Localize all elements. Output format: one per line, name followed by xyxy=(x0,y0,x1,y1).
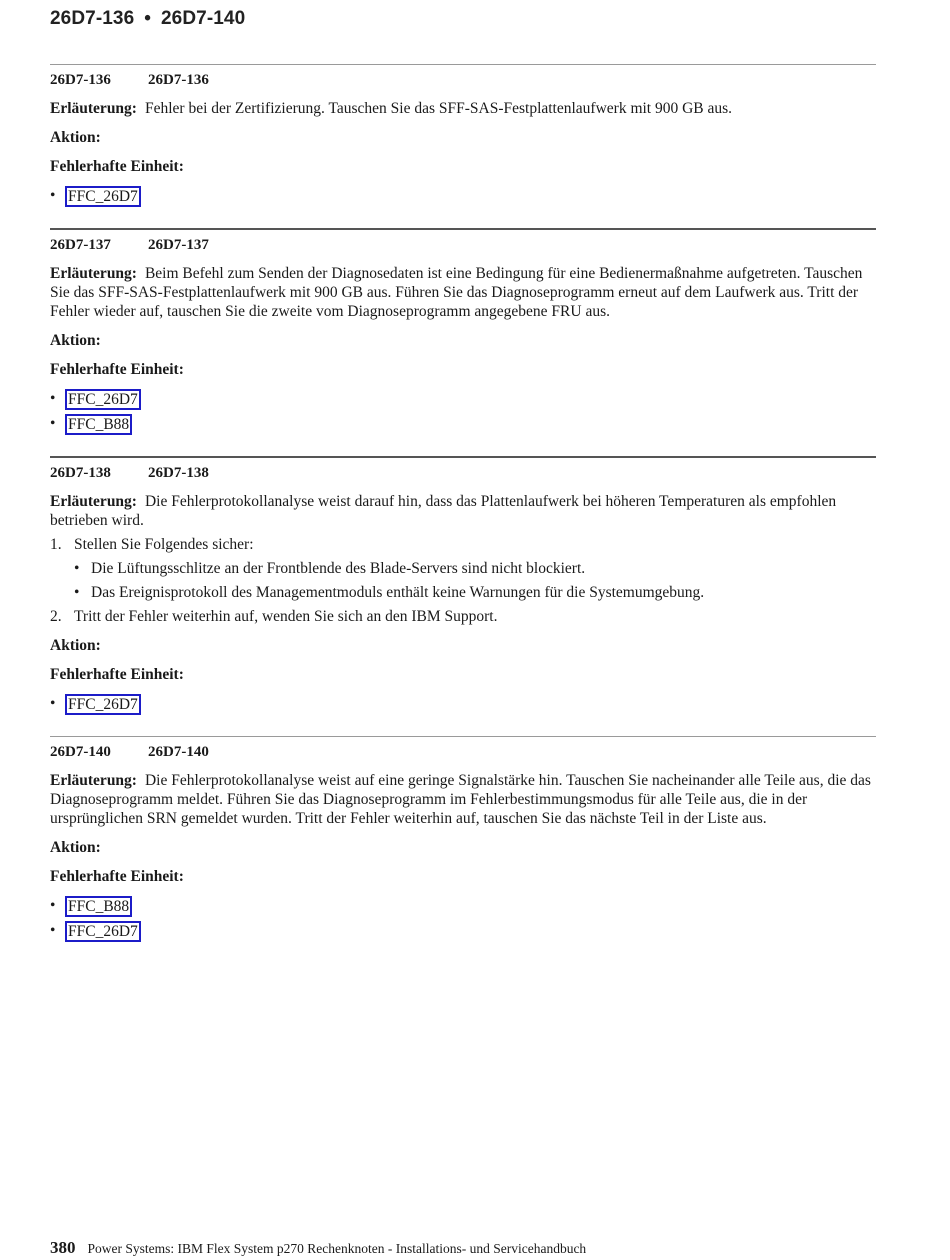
failing-unit-label: Fehlerhafte Einheit: xyxy=(50,158,184,175)
subitem-text: Die Lüftungsschlitze an der Frontblende des Blade-Servers sind nicht blockiert. xyxy=(91,560,586,577)
entry-name: 26D7-140 xyxy=(148,744,209,760)
document-body xyxy=(50,64,876,963)
book-title: Power Systems: IBM Flex System p270 Rechenknoten - Installations- und Servicehandbuch xyxy=(87,1241,587,1256)
bullet-marker: • xyxy=(50,390,56,407)
entry-code: 26D7-138 xyxy=(50,465,111,481)
bullet-marker: • xyxy=(50,897,56,914)
subitem xyxy=(74,559,876,578)
entry-heading xyxy=(50,237,876,253)
subitem xyxy=(74,583,876,602)
fru-link[interactable]: FFC_B88 xyxy=(65,896,132,917)
explanation-text: Die Fehlerprotokollanalyse weist auf eine geringe Signalstärke hin. Tauschen Sie nacheinander alle Teile aus, die das Diagnoseprogramm meldet. Führen Sie das Diagnoseprogramm im Fehlerbestimmungsmodus für alle Teile aus, die in der ursprünglichen SRN gemeldet wurden. Tritt der Fehler weiterhin auf, tauschen Sie das nächste Teil in der Liste aus. xyxy=(50,772,871,827)
error-entry-26d7-138 xyxy=(50,456,876,715)
page-number: 380 xyxy=(50,1238,76,1257)
step-text: Stellen Sie Folgendes sicher: xyxy=(74,536,254,553)
fru-link[interactable]: FFC_26D7 xyxy=(65,694,141,715)
bullet-marker: • xyxy=(50,187,56,204)
explanation-text: Fehler bei der Zertifizierung. Tauschen Sie das SFF-SAS-Festplattenlaufwerk mit 900 GB aus. xyxy=(144,100,733,117)
explanation-paragraph xyxy=(50,771,876,828)
failing-unit-label: Fehlerhafte Einheit: xyxy=(50,868,184,885)
failing-unit-label: Fehlerhafte Einheit: xyxy=(50,361,184,378)
list-item xyxy=(50,896,876,917)
bullet-marker: • xyxy=(50,922,56,939)
failing-unit-list xyxy=(50,694,876,715)
page-footer xyxy=(50,1238,586,1258)
list-item xyxy=(50,186,876,207)
step-item xyxy=(50,535,876,602)
bullet-marker: • xyxy=(74,584,80,601)
header-left-code: 26D7-136 xyxy=(50,8,135,29)
explanation-paragraph xyxy=(50,492,876,530)
subitem-text: Das Ereignisprotokoll des Managementmoduls enthält keine Warnungen für die Systemumgebung. xyxy=(91,584,705,601)
fru-link[interactable]: FFC_B88 xyxy=(65,414,132,435)
list-item xyxy=(50,414,876,435)
list-item xyxy=(50,694,876,715)
error-entry-26d7-136 xyxy=(50,64,876,207)
explanation-paragraph xyxy=(50,264,876,321)
explanation-label: Erläuterung: xyxy=(50,493,137,510)
failing-unit-list xyxy=(50,186,876,207)
fru-link[interactable]: FFC_26D7 xyxy=(65,186,141,207)
action-label: Aktion: xyxy=(50,129,101,146)
error-entry-26d7-140 xyxy=(50,736,876,942)
explanation-label: Erläuterung: xyxy=(50,265,137,282)
action-label: Aktion: xyxy=(50,637,101,654)
entry-heading xyxy=(50,744,876,760)
fru-link[interactable]: FFC_26D7 xyxy=(65,389,141,410)
step-number: 1. xyxy=(50,536,62,553)
action-label: Aktion: xyxy=(50,839,101,856)
running-header xyxy=(50,8,245,30)
entry-name: 26D7-137 xyxy=(148,237,209,253)
entry-name: 26D7-136 xyxy=(148,72,209,88)
failing-unit-list xyxy=(50,896,876,942)
bullet-marker: • xyxy=(50,695,56,712)
explanation-label: Erläuterung: xyxy=(50,772,137,789)
error-entry-26d7-137 xyxy=(50,228,876,435)
action-label: Aktion: xyxy=(50,332,101,349)
entry-name: 26D7-138 xyxy=(148,465,209,481)
step-subitems xyxy=(74,559,876,602)
step-item xyxy=(50,607,876,626)
procedure-steps xyxy=(50,535,876,626)
entry-code: 26D7-140 xyxy=(50,744,111,760)
failing-unit-list xyxy=(50,389,876,435)
entry-heading xyxy=(50,72,876,88)
header-right-code: 26D7-140 xyxy=(161,8,246,29)
explanation-paragraph xyxy=(50,99,876,118)
list-item xyxy=(50,921,876,942)
explanation-text: Beim Befehl zum Senden der Diagnosedaten ist eine Bedingung für eine Bedienermaßnahme aufgetreten. Tauschen Sie das SFF-SAS-Festplattenlaufwerk mit 900 GB aus. Führen Sie das Diagnoseprogramm erneut auf dem Laufwerk aus. Tritt der Fehler wieder auf, tauschen Sie die zweite vom Diagnoseprogramm angegebene FRU aus. xyxy=(50,265,863,320)
list-item xyxy=(50,389,876,410)
explanation-text: Die Fehlerprotokollanalyse weist darauf hin, dass das Plattenlaufwerk bei höheren Temperaturen als empfohlen betrieben wird. xyxy=(50,493,837,529)
explanation-label: Erläuterung: xyxy=(50,100,137,117)
step-text: Tritt der Fehler weiterhin auf, wenden Sie sich an den IBM Support. xyxy=(74,608,498,625)
fru-link[interactable]: FFC_26D7 xyxy=(65,921,141,942)
entry-heading xyxy=(50,465,876,481)
bullet-marker: • xyxy=(50,415,56,432)
entry-code: 26D7-136 xyxy=(50,72,111,88)
header-separator: • xyxy=(144,8,152,29)
bullet-marker: • xyxy=(74,560,80,577)
step-number: 2. xyxy=(50,608,62,625)
entry-code: 26D7-137 xyxy=(50,237,111,253)
failing-unit-label: Fehlerhafte Einheit: xyxy=(50,666,184,683)
